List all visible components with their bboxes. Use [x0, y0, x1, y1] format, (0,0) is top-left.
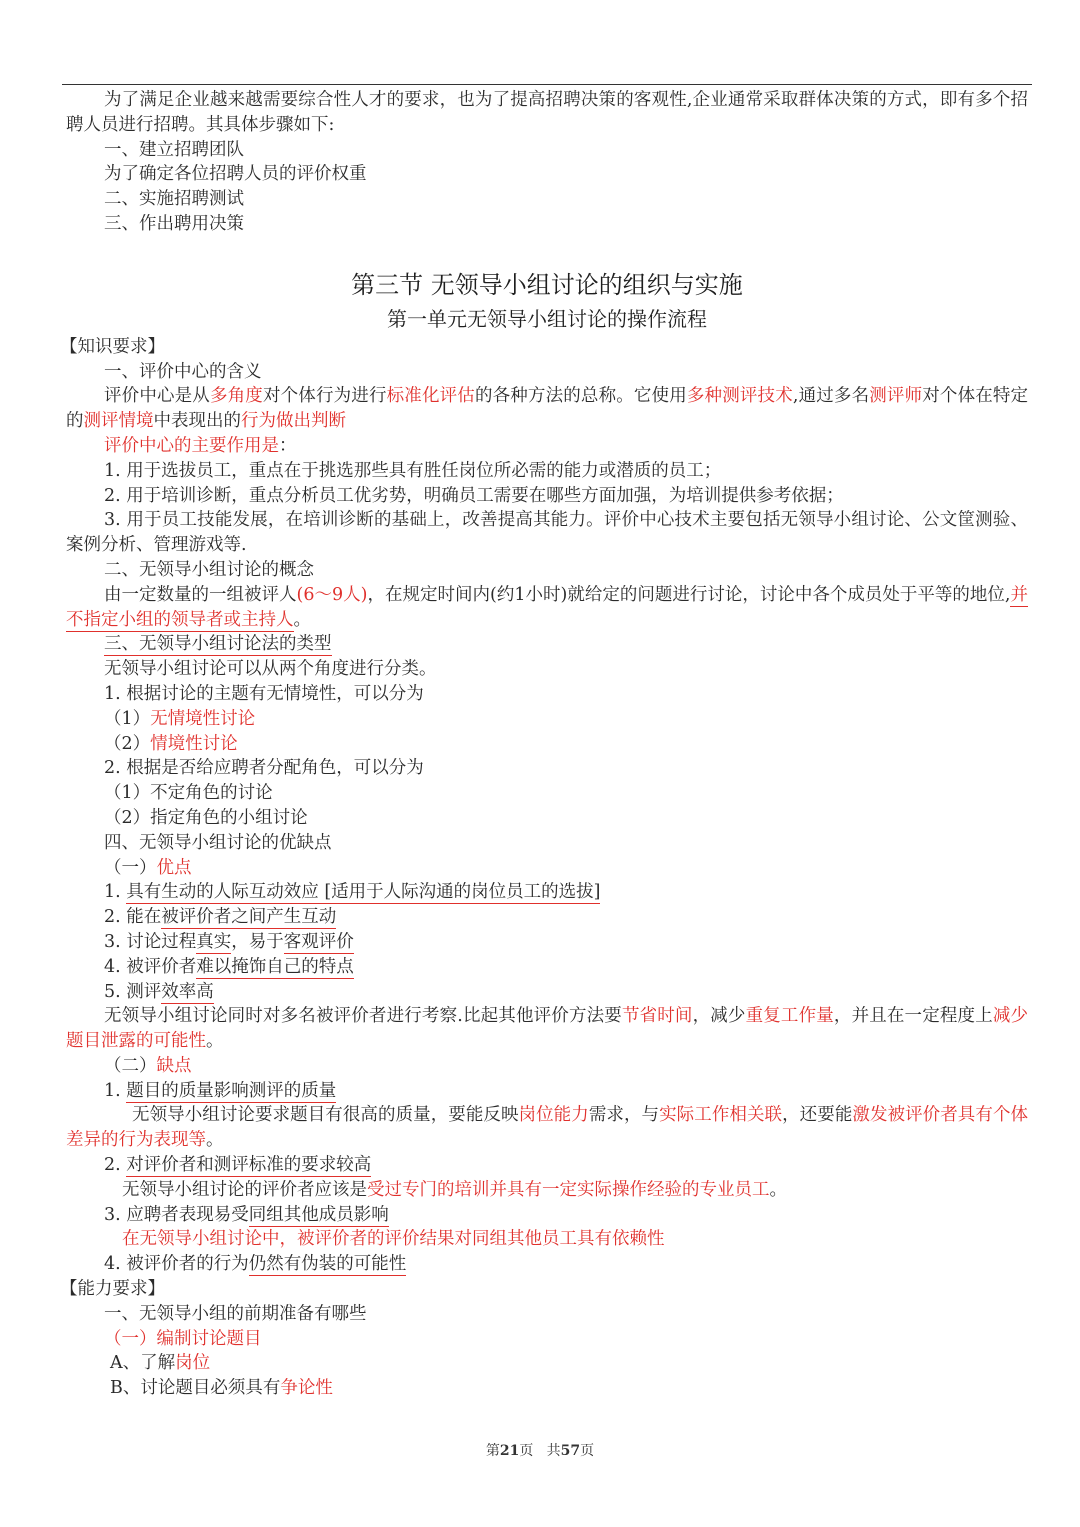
- knowledge-h2: 二、无领导小组讨论的概念: [104, 559, 314, 580]
- advantages-summary: 无领导小组讨论同时对多名被评价者进行考察.比起其他评价方法要节省时间，减少重复工作量，并且在一定程度上减少题目泄露的可能性。: [66, 1006, 1029, 1052]
- advantage-3: 3. 讨论过程真实，易于客观评价: [104, 931, 354, 952]
- advantage-1: 1. 具有生动的人际互动效应 [适用于人际沟通的岗位员工的选拔]: [104, 882, 601, 903]
- role-1: 1. 用于选拔员工，重点在于挑选那些具有胜任岗位所必需的能力或潜质的员工；: [104, 460, 722, 481]
- type-1: 1. 根据讨论的主题有无情境性，可以分为: [104, 683, 424, 704]
- ability-item-a: A、了解岗位: [110, 1353, 211, 1374]
- intro-step-1: 一、建立招聘团队: [104, 139, 244, 160]
- total-page-count: 57: [560, 1443, 581, 1459]
- type-2a: （1）不定角色的讨论: [104, 783, 273, 804]
- intro-step-1-note: 为了确定各位招聘人员的评价权重: [104, 164, 367, 185]
- main-roles-label: 评价中心的主要作用是：: [104, 435, 297, 456]
- page-footer: 第21页 共57页: [485, 1443, 595, 1459]
- intro-step-2: 二、实施招聘测试: [104, 189, 244, 210]
- ability-heading: 【能力要求】: [60, 1279, 165, 1300]
- ability-item-b: B、讨论题目必须具有争论性: [110, 1378, 333, 1399]
- advantage-2: 2. 能在被评价者之间产生互动: [104, 907, 337, 928]
- section-title: 第三节 无领导小组讨论的组织与实施: [351, 270, 743, 299]
- ability-sub-1: （一）编制讨论题目: [104, 1328, 262, 1349]
- knowledge-h4: 四、无领导小组讨论的优缺点: [104, 832, 332, 853]
- type-2: 2. 根据是否给应聘者分配角色，可以分为: [104, 758, 424, 779]
- knowledge-heading: 【知识要求】: [60, 336, 165, 357]
- disadvantage-1: 1. 题目的质量影响测评的质量: [104, 1080, 337, 1101]
- knowledge-h3: 三、无领导小组讨论法的类型: [104, 634, 332, 655]
- top-rule: [62, 84, 1032, 85]
- type-2b: （2）指定角色的小组讨论: [104, 807, 308, 828]
- disadvantage-2-detail: 无领导小组讨论的评价者应该是受过专门的培训并具有一定实际操作经验的专业员工。: [122, 1179, 787, 1200]
- type-1b: （2）情境性讨论: [104, 733, 238, 754]
- role-2: 2. 用于培训诊断，重点分析员工优劣势，明确员工需要在哪些方面加强，为培训提供参考依据；: [104, 485, 844, 506]
- page-content: [60, 88, 1029, 1401]
- disadvantage-3: 3. 应聘者表现易受同组其他成员影响: [104, 1204, 389, 1225]
- lgd-definition: 由一定数量的一组被评人(6～9人)，在规定时间内(约1小时)就给定的问题进行讨论，讨论中各个成员处于平等的地位,并不指定小组的领导者或主持人。: [66, 584, 1028, 630]
- role-3: 3. 用于员工技能发展，在培训诊断的基础上，改善提高其能力。评价中心技术主要包括无领导小组讨论、公文筐测验、案例分析、管理游戏等.: [66, 510, 1028, 556]
- disadvantage-3-detail: 在无领导小组讨论中，被评价者的评价结果对同组其他员工具有依赖性: [122, 1229, 665, 1250]
- ability-h1: 一、无领导小组的前期准备有哪些: [104, 1303, 367, 1324]
- types-intro: 无领导小组讨论可以从两个角度进行分类。: [104, 659, 437, 680]
- intro-step-3: 三、作出聘用决策: [104, 213, 244, 234]
- unit-title: 第一单元无领导小组讨论的操作流程: [387, 306, 707, 331]
- intro-paragraph: 为了满足企业越来越需要综合性人才的要求，也为了提高招聘决策的客观性,企业通常采取群体决策的方式，即有多个招聘人员进行招聘。其具体步骤如下:: [66, 90, 1028, 135]
- advantage-5: 5. 测评效率高: [104, 981, 214, 1002]
- type-1a: （1）无情境性讨论: [104, 708, 256, 729]
- current-page-number: 21: [499, 1443, 520, 1459]
- disadvantage-2: 2. 对评价者和测评标准的要求较高: [104, 1155, 372, 1176]
- disadvantage-4: 4. 被评价者的行为仍然有伪装的可能性: [104, 1254, 407, 1275]
- disadvantage-1-detail: 无领导小组讨论要求题目有很高的质量，要能反映岗位能力需求，与实际工作相关联，还要能激发被评价者具有个体差异的行为表现等。: [66, 1105, 1029, 1151]
- advantages-heading: （一）优点: [104, 857, 192, 878]
- disadvantages-heading: （二）缺点: [104, 1055, 192, 1076]
- knowledge-h1: 一、评价中心的含义: [104, 361, 262, 382]
- assessment-center-definition: 评价中心是从多角度对个体行为进行标准化评估的各种方法的总称。它使用多种测评技术,通过多名测评师对个体在特定的测评情境中表现出的行为做出判断: [66, 386, 1029, 432]
- advantage-4: 4. 被评价者难以掩饰自己的特点: [104, 956, 354, 977]
